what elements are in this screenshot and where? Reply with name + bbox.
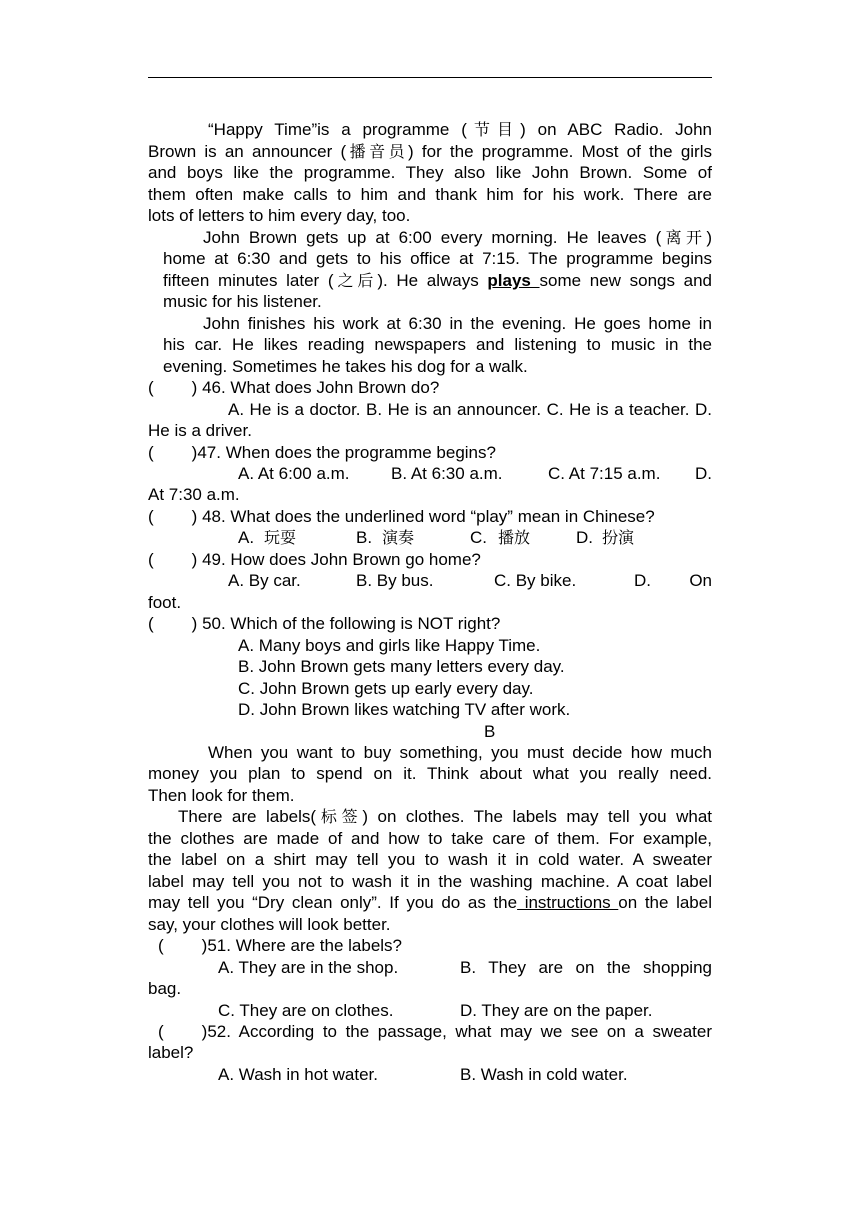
question-47: ( )47. When does the programme begins? — [148, 443, 496, 462]
question-46: ( ) 46. What does John Brown do? — [148, 378, 440, 397]
underlined-word-plays: plays — [487, 271, 540, 290]
passage-a-line: fifteen minutes later (之后). He always plays some new songs and — [163, 271, 712, 290]
question-49: ( ) 49. How does John Brown go home? — [148, 550, 481, 569]
passage-b-line: say, your clothes will look better. — [148, 915, 391, 934]
passage-b-line: Then look for them. — [148, 786, 295, 805]
section-b-heading: B — [484, 722, 496, 741]
underlined-word-instructions: instructions — [517, 893, 619, 912]
question-47-options: At 7:30 a.m. — [148, 485, 240, 504]
passage-a-line: “Happy Time”is a programme (节目) on ABC Radio. John — [208, 120, 712, 139]
question-49-options: foot. — [148, 593, 182, 612]
header-rule — [148, 77, 712, 78]
question-50-option: D. John Brown likes watching TV after work. — [238, 700, 571, 719]
question-48: ( ) 48. What does the underlined word “play” mean in Chinese? — [148, 507, 655, 526]
passage-a-line: and boys like the programme. They also like John Brown. Some of — [148, 163, 712, 182]
passage-a-line: John finishes his work at 6:30 in the evening. He goes home in — [203, 314, 712, 333]
passage-a-line: home at 6:30 and gets to his office at 7:15. The programme begins — [163, 249, 712, 268]
passage-b-line: may tell you “Dry clean only”. If you do as the instructions on the label — [148, 893, 712, 912]
question-50: ( ) 50. Which of the following is NOT right? — [148, 614, 501, 633]
question-51: ( )51. Where are the labels? — [158, 936, 403, 955]
question-46-options: He is a driver. — [148, 421, 252, 440]
passage-b-line: label may tell you not to wash it in the washing machine. A coat label — [148, 872, 712, 891]
question-52: label? — [148, 1043, 194, 1062]
question-46-options: A. He is a doctor. B. He is an announcer. C. He is a teacher. D. — [228, 400, 712, 419]
passage-b-line: the clothes are made of and how to take care of them. For example, — [148, 829, 712, 848]
question-50-option: B. John Brown gets many letters every day. — [238, 657, 565, 676]
passage-a-line: music for his listener. — [163, 292, 322, 311]
passage-a-line: lots of letters to him every day, too. — [148, 206, 411, 225]
passage-a-line: Brown is an announcer (播音员) for the programme. Most of the girls — [148, 142, 712, 161]
passage-a-line: John Brown gets up at 6:00 every morning. He leaves (离开) — [203, 228, 712, 247]
passage-b-line: the label on a shirt may tell you to wash it in cold water. A sweater — [148, 850, 712, 869]
question-50-option: A. Many boys and girls like Happy Time. — [238, 636, 541, 655]
passage-a-line: his car. He likes reading newspapers and listening to music in the — [163, 335, 712, 354]
passage-b-line: When you want to buy something, you must decide how much — [208, 743, 712, 762]
question-52: ( )52. According to the passage, what may we see on a sweater — [158, 1022, 712, 1041]
passage-a-line: evening. Sometimes he takes his dog for a walk. — [163, 357, 528, 376]
document-page: “Happy Time”is a programme (节目) on ABC Radio. John Brown is an announcer (播音员) for the programme. Most of the girls and boys like the programme. They also like John Brown. Some of them often make calls to him and thank him for his work. There are lots of letters to him every day, too. John Brown gets up at 6:00 every morning. He leaves (离开) home at 6:30 and gets to his office at 7:15. The programme begins fifteen minutes later (之后). He always plays some new songs and music for his listener. John finishes his work at 6:30 in the evening. He goes home in his car. He likes reading newspapers and listening to music in the evening. Sometimes he takes his dog for a walk. ( ) 46. What does John Brown do? A. He is a doctor. B. He is an announcer. C. He is a teacher. D. He is a driver. ( )47. When does the programme begins? A. At 6:00 a.m. B. At 6:30 a.m. C. At 7:15 a.m. D. At 7:30 a.m. ( ) 48. What does the underlined word “play” mean in Chinese? A. 玩耍 B. 演奏 C. 播放 D. 扮演 ( ) 49. How does John Brown go home? A. By car. B. By bus. C. By bike. D. On foot. ( ) 50. Which of the following is NOT right? A. Many boys and girls like Happy Time. B. John Brown gets many letters every day. C. John Brown gets up early every day. D. John Brown likes watching TV after work. B When you want to buy something, you must decide how much money you plan to spend on it. Think about what you really need. Then look for them. There are labels(标签) on clothes. The labels may tell you what the clothes are made of and how to take care of them. For example, the label on a shirt may tell you to wash it in cold water. A sweater label may tell you not to wash it in the washing machine. A coat label may tell you “Dry clean only”. If you do as the instructions on the label say, your clothes will look better. ( )51. Where are the labels? A. They are in the shop. B. They are on the shopping bag. C. They are on clothes. D. They are on the paper. ( )52. According to the passage, what may we see on a sweater label? A. Wash in hot water. B. Wash in cold water. — [0, 0, 860, 1215]
passage-b-line: money you plan to spend on it. Think about what you really need. — [148, 764, 712, 783]
question-51-options: bag. — [148, 979, 182, 998]
question-50-option: C. John Brown gets up early every day. — [238, 679, 534, 698]
passage-a-line: them often make calls to him and thank him for his work. There are — [148, 185, 712, 204]
passage-b-line: There are labels(标签) on clothes. The labels may tell you what — [178, 807, 712, 826]
